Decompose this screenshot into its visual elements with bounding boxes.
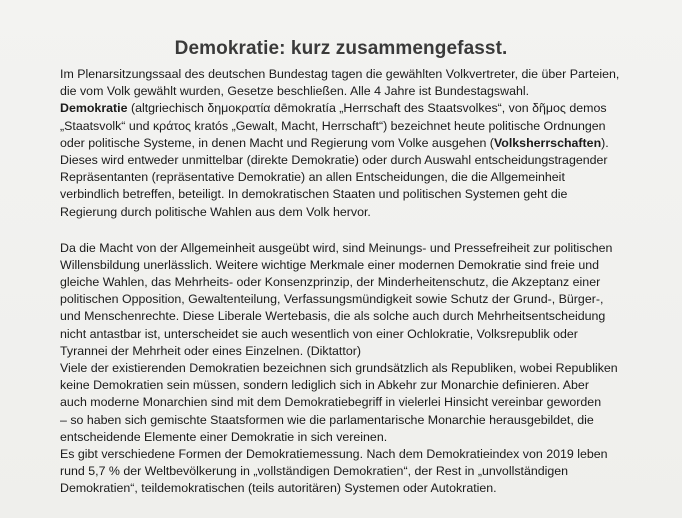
paragraph-gap xyxy=(60,221,660,240)
paragraph-features xyxy=(60,240,660,498)
text-line: Tyrannei der Mehrheit oder eines Einzelnen. (Diktattor) xyxy=(60,343,361,358)
paragraph-bundestag xyxy=(60,66,660,100)
text-fragment: ). xyxy=(601,135,609,150)
text-line: gleiche Wahlen, das Mehrheits- oder Konsenzprinzip, der Minderheitenschutz, die Akzeptanz einer xyxy=(60,275,601,290)
term-demokratie: Demokratie xyxy=(60,101,128,116)
text-line: Im Plenarsitzungssaal des deutschen Bundestag tagen die gewählten Volkvertreter, die über Parteien, xyxy=(60,67,620,81)
text-line: Viele der existierenden Demokratien bezeichnen sich grundsätzlich als Republiken, wobei Republiken xyxy=(60,361,618,375)
text-line: Regierung durch politische Wahlen aus dem Volk hervor. xyxy=(60,204,371,219)
term-volksherrschaften: Volksherrschaften xyxy=(493,135,602,150)
text-line: – so haben sich gemischte Staatsformen wie die parlamentarische Monarchie herausgebildet, die xyxy=(60,412,594,427)
document-body xyxy=(60,66,660,498)
text-fragment: (altgriechisch δημοκρατία dēmokratía „Herrschaft des Staatsvolkes“, von δῆμος demos xyxy=(127,101,607,116)
text-line: verbindlich betreffen, beteiligt. In demokratischen Staaten und politischen Systemen geht die xyxy=(60,187,568,202)
text-line: entscheidende Elemente einer Demokratie in sich vereinen. xyxy=(60,429,388,444)
text-line: Es gibt verschiedene Formen der Demokratiemessung. Nach dem Demokratieindex von 2019 leben xyxy=(60,446,608,461)
text-fragment: oder politische Systeme, in denen Macht und Regierung vom Volke ausgehen ( xyxy=(60,135,494,150)
text-line: auch moderne Monarchien sind mit dem Demokratiebegriff in vielerlei Hinsicht vereinbar geworden xyxy=(60,395,602,410)
text-line: die vom Volk gewählt wurden, Gesetze beschließen. Alle 4 Jahre ist Bundestagswahl. xyxy=(60,84,530,99)
text-line: „Staatsvolk“ und κράτος kratós „Gewalt, Macht, Herrschaft“) bezeichnet heute politische Ordnungen xyxy=(60,118,606,133)
text-line: politischen Opposition, Gewaltenteilung, Verfassungsmündigkeit sowie Schutz der Grund-, Bürger-, xyxy=(60,292,604,307)
text-line: keine Demokratien sein müssen, sondern lediglich sich in Abkehr zur Monarchie definieren. Aber xyxy=(60,378,589,393)
paragraph-definition xyxy=(60,100,660,220)
text-line: Dieses wird entweder unmittelbar (direkte Demokratie) oder durch Auswahl entscheidungstragender xyxy=(60,152,608,167)
text-line: rund 5,7 % der Weltbevölkerung in „vollständigen Demokratien“, der Rest in „unvollständigen xyxy=(60,464,569,479)
text-line: Da die Macht von der Allgemeinheit ausgeübt wird, sind Meinungs- und Pressefreiheit zur politischen xyxy=(60,240,613,255)
text-line: Repräsentanten (repräsentative Demokratie) an allen Entscheidungen, die die Allgemeinheit xyxy=(60,170,565,185)
text-line xyxy=(60,135,660,152)
text-line: Willensbildung unerlässlich. Weitere wichtige Merkmale einer modernen Demokratie sind freie und xyxy=(60,257,600,272)
text-line: und Menschenrechte. Diese Liberale Wertebasis, die als solche auch durch Mehrheitsentscheidung xyxy=(60,309,606,324)
text-line xyxy=(60,100,660,117)
text-line: Demokratien“, teildemokratischen (teils autoritären) Systemen oder Autokratien. xyxy=(60,481,497,496)
text-line: nicht antastbar ist, unterscheidet sie auch wesentlich von einer Ochlokratie, Volksrepublik oder xyxy=(60,326,578,341)
document-title: Demokratie: kurz zusammengefasst. xyxy=(174,38,508,59)
